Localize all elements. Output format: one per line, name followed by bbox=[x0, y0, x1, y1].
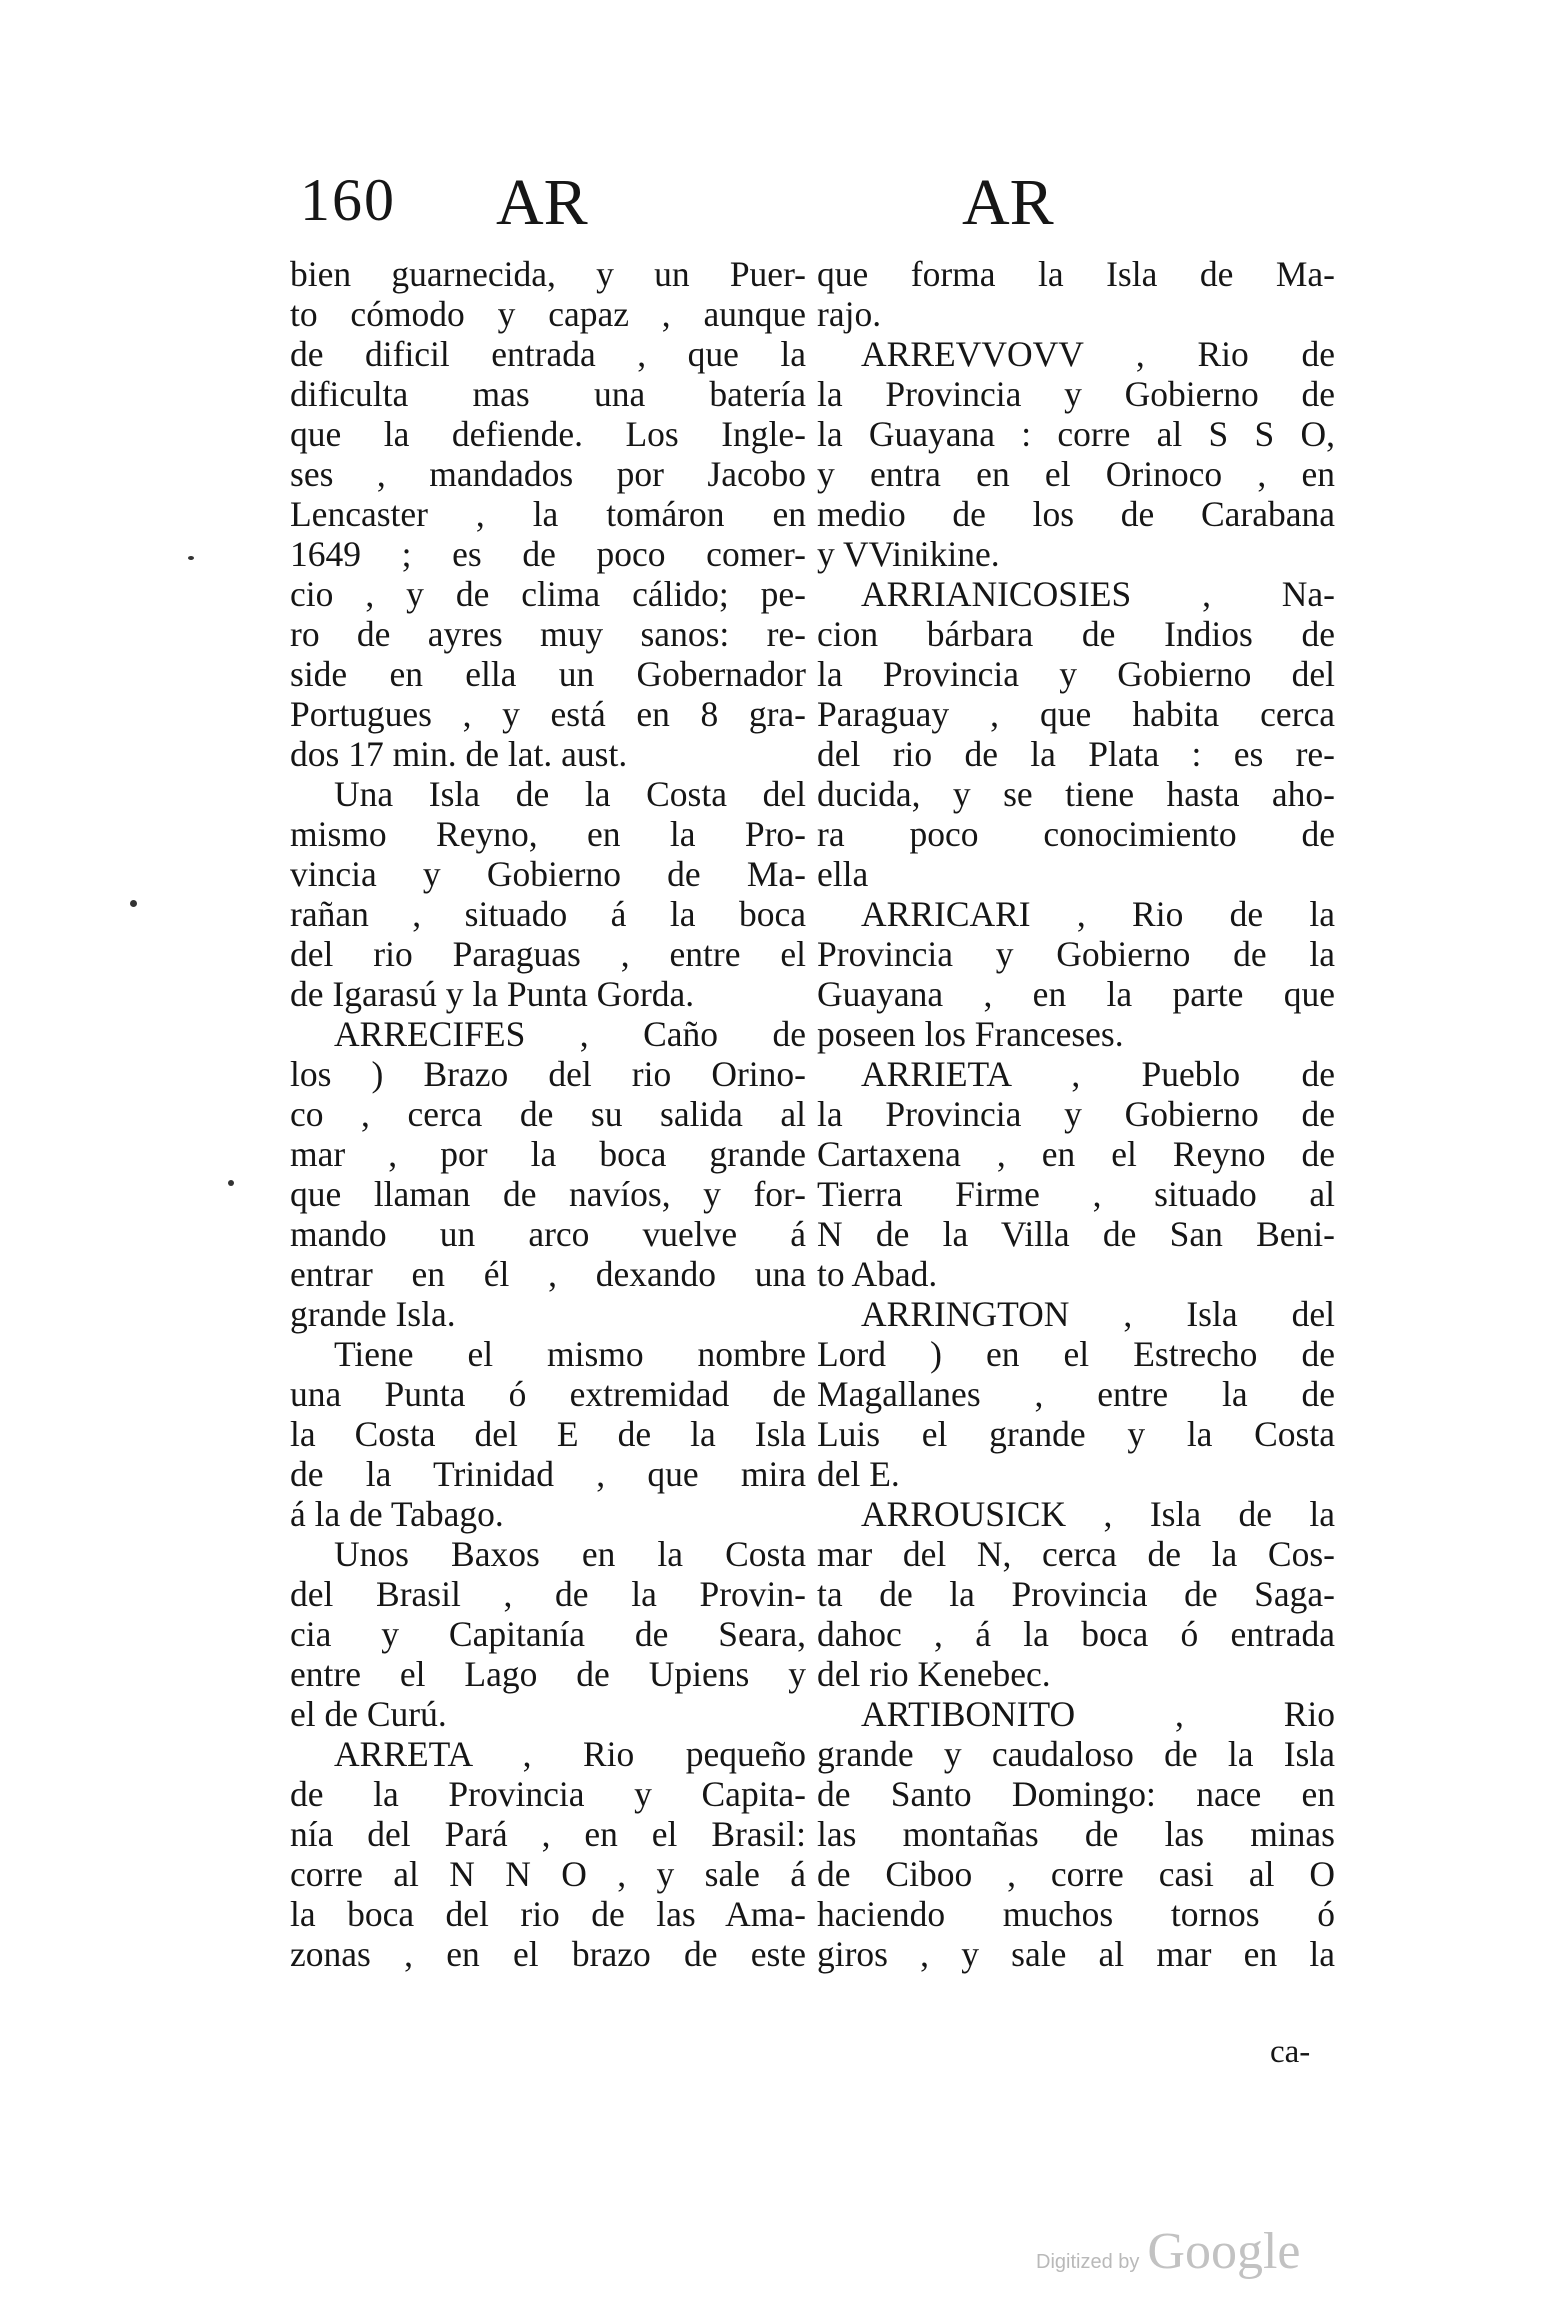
text-line: la Provincia y Gobierno del bbox=[817, 654, 1335, 694]
text-line: ARRECIFES , Caño de bbox=[334, 1014, 806, 1054]
text-line: medio de los de Carabana bbox=[817, 494, 1335, 534]
text-line: ra poco conocimiento de bbox=[817, 814, 1335, 854]
ink-speck bbox=[188, 556, 194, 560]
left-text-column bbox=[290, 254, 806, 1974]
text-line: Tiene el mismo nombre bbox=[334, 1334, 806, 1374]
google-logo: Google bbox=[1147, 2223, 1301, 2280]
text-line: la Provincia y Gobierno de bbox=[817, 374, 1335, 414]
text-line: y entra en el Orinoco , en bbox=[817, 454, 1335, 494]
text-line: de Santo Domingo: nace en bbox=[817, 1774, 1335, 1814]
text-line: rajo. bbox=[817, 294, 882, 334]
text-line: de dificil entrada , que la bbox=[290, 334, 806, 374]
text-line: Portugues , y está en 8 gra- bbox=[290, 694, 806, 734]
text-line: ARRIETA , Pueblo de bbox=[861, 1054, 1335, 1094]
text-line: ARTIBONITO , Rio bbox=[861, 1694, 1335, 1734]
text-line: ARRETA , Rio pequeño bbox=[334, 1734, 806, 1774]
text-line: la Costa del E de la Isla bbox=[290, 1414, 806, 1454]
text-line: vincia y Gobierno de Ma- bbox=[290, 854, 806, 894]
text-line: Tierra Firme , situado al bbox=[817, 1174, 1335, 1214]
text-line: la boca del rio de las Ama- bbox=[290, 1894, 806, 1934]
text-line: de Ciboo , corre casi al O bbox=[817, 1854, 1335, 1894]
text-line: 1649 ; es de poco comer- bbox=[290, 534, 806, 574]
ink-speck bbox=[228, 1180, 234, 1186]
page-number: 160 bbox=[300, 167, 396, 233]
text-line: cia y Capitanía de Seara, bbox=[290, 1614, 806, 1654]
text-line: ro de ayres muy sanos: re- bbox=[290, 614, 806, 654]
text-line: del rio de la Plata : es re- bbox=[817, 734, 1335, 774]
text-line: entre el Lago de Upiens y bbox=[290, 1654, 806, 1694]
text-line: del Brasil , de la Provin- bbox=[290, 1574, 806, 1614]
running-head-right: AR bbox=[962, 166, 1054, 239]
text-line: la Provincia y Gobierno de bbox=[817, 1094, 1335, 1134]
text-line: cio , y de clima cálido; pe- bbox=[290, 574, 806, 614]
text-line: mar , por la boca grande bbox=[290, 1134, 806, 1174]
text-line: ARREVVOVV , Rio de bbox=[861, 334, 1335, 374]
text-line: N de la Villa de San Beni- bbox=[817, 1214, 1335, 1254]
text-line: mismo Reyno, en la Pro- bbox=[290, 814, 806, 854]
running-head-left: AR bbox=[496, 166, 588, 239]
text-line: de la Provincia y Capita- bbox=[290, 1774, 806, 1814]
text-line: dificulta mas una batería bbox=[290, 374, 806, 414]
text-line: que la defiende. Los Ingle- bbox=[290, 414, 806, 454]
ink-speck bbox=[130, 900, 137, 907]
text-line: y VVinikine. bbox=[817, 534, 1000, 574]
text-line: to Abad. bbox=[817, 1254, 938, 1294]
text-line: la Guayana : corre al S S O, bbox=[817, 414, 1335, 454]
text-line: co , cerca de su salida al bbox=[290, 1094, 806, 1134]
text-line: grande y caudaloso de la Isla bbox=[817, 1734, 1335, 1774]
text-line: ses , mandados por Jacobo bbox=[290, 454, 806, 494]
text-line: Magallanes , entre la de bbox=[817, 1374, 1335, 1414]
text-line: dos 17 min. de lat. aust. bbox=[290, 734, 628, 774]
text-line: Provincia y Gobierno de la bbox=[817, 934, 1335, 974]
text-line: á la de Tabago. bbox=[290, 1494, 504, 1534]
text-line: Guayana , en la parte que bbox=[817, 974, 1335, 1014]
text-line: de Igarasú y la Punta Gorda. bbox=[290, 974, 695, 1014]
text-line: rañan , situado á la boca bbox=[290, 894, 806, 934]
text-line: dahoc , á la boca ó entrada bbox=[817, 1614, 1335, 1654]
text-line: el de Curú. bbox=[290, 1694, 447, 1734]
text-line: ta de la Provincia de Saga- bbox=[817, 1574, 1335, 1614]
catchword: ca- bbox=[1270, 2034, 1311, 2070]
text-line: to cómodo y capaz , aunque bbox=[290, 294, 806, 334]
text-line: mando un arco vuelve á bbox=[290, 1214, 806, 1254]
text-line: que llaman de navíos, y for- bbox=[290, 1174, 806, 1214]
text-line: Luis el grande y la Costa bbox=[817, 1414, 1335, 1454]
text-line: ella bbox=[817, 854, 869, 894]
text-line: que forma la Isla de Ma- bbox=[817, 254, 1335, 294]
text-line: del E. bbox=[817, 1454, 900, 1494]
text-line: Unos Baxos en la Costa bbox=[334, 1534, 806, 1574]
text-line: Paraguay , que habita cerca bbox=[817, 694, 1335, 734]
text-line: cion bárbara de Indios de bbox=[817, 614, 1335, 654]
text-line: giros , y sale al mar en la bbox=[817, 1934, 1335, 1974]
text-line: corre al N N O , y sale á bbox=[290, 1854, 806, 1894]
text-line: zonas , en el brazo de este bbox=[290, 1934, 806, 1974]
text-line: entrar en él , dexando una bbox=[290, 1254, 806, 1294]
text-line: Lencaster , la tomáron en bbox=[290, 494, 806, 534]
right-text-column bbox=[817, 254, 1335, 1974]
text-line: Una Isla de la Costa del bbox=[334, 774, 806, 814]
text-line: bien guarnecida, y un Puer- bbox=[290, 254, 806, 294]
text-line: las montañas de las minas bbox=[817, 1814, 1335, 1854]
text-line: haciendo muchos tornos ó bbox=[817, 1894, 1335, 1934]
text-line: nía del Pará , en el Brasil: bbox=[290, 1814, 806, 1854]
text-line: ARRICARI , Rio de la bbox=[861, 894, 1335, 934]
text-line: una Punta ó extremidad de bbox=[290, 1374, 806, 1414]
text-line: grande Isla. bbox=[290, 1294, 456, 1334]
watermark-caption: Digitized by bbox=[1036, 2251, 1140, 2273]
text-line: Lord ) en el Estrecho de bbox=[817, 1334, 1335, 1374]
text-line: del rio Paraguas , entre el bbox=[290, 934, 806, 974]
text-line: mar del N, cerca de la Cos- bbox=[817, 1534, 1335, 1574]
text-line: Cartaxena , en el Reyno de bbox=[817, 1134, 1335, 1174]
text-line: de la Trinidad , que mira bbox=[290, 1454, 806, 1494]
text-line: ducida, y se tiene hasta aho- bbox=[817, 774, 1335, 814]
text-line: ARRINGTON , Isla del bbox=[861, 1294, 1335, 1334]
text-line: los ) Brazo del rio Orino- bbox=[290, 1054, 806, 1094]
digitized-by-google-watermark bbox=[1036, 2222, 1300, 2281]
text-line: ARRIANICOSIES , Na- bbox=[861, 574, 1335, 614]
text-line: poseen los Franceses. bbox=[817, 1014, 1124, 1054]
text-line: del rio Kenebec. bbox=[817, 1654, 1051, 1694]
text-line: side en ella un Gobernador bbox=[290, 654, 806, 694]
text-line: ARROUSICK , Isla de la bbox=[861, 1494, 1335, 1534]
